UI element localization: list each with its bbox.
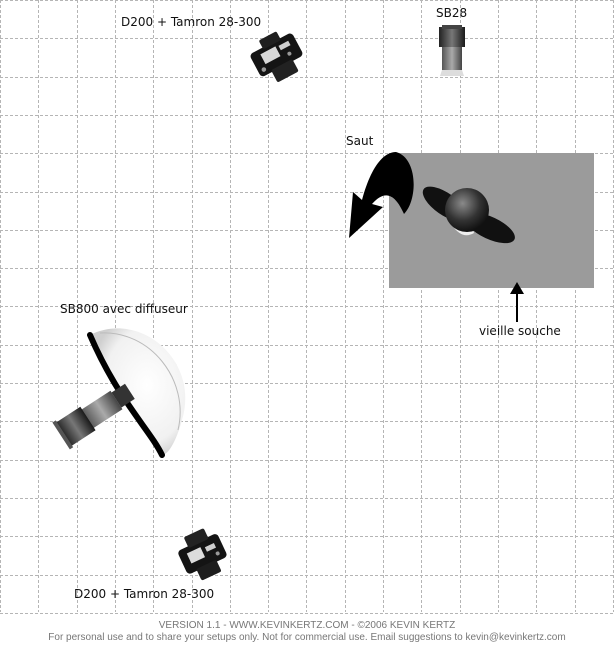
camera-icon — [245, 25, 309, 88]
stump-label: vieille souche — [479, 324, 561, 338]
jump-label: Saut — [346, 134, 374, 148]
umbrella-icon — [90, 328, 185, 455]
footer-usage: For personal use and to share your setups only. Not for commercial use. Email suggestions to kevin@kevinkertz.com — [48, 632, 566, 643]
umbrella-flash-label: SB800 avec diffuseur — [60, 302, 188, 316]
footer-version: VERSION 1.1 - WWW.KEVINKERTZ.COM - ©2006 KEVIN KERTZ — [158, 620, 456, 631]
top-camera-label: D200 + Tamron 28-300 — [121, 15, 262, 29]
umbrella-flash-icon — [52, 378, 138, 449]
stump-area — [389, 153, 594, 288]
flash-icon — [439, 25, 465, 76]
top-flash-label: SB28 — [436, 6, 468, 20]
bottom-camera-label: D200 + Tamron 28-300 — [74, 587, 215, 601]
